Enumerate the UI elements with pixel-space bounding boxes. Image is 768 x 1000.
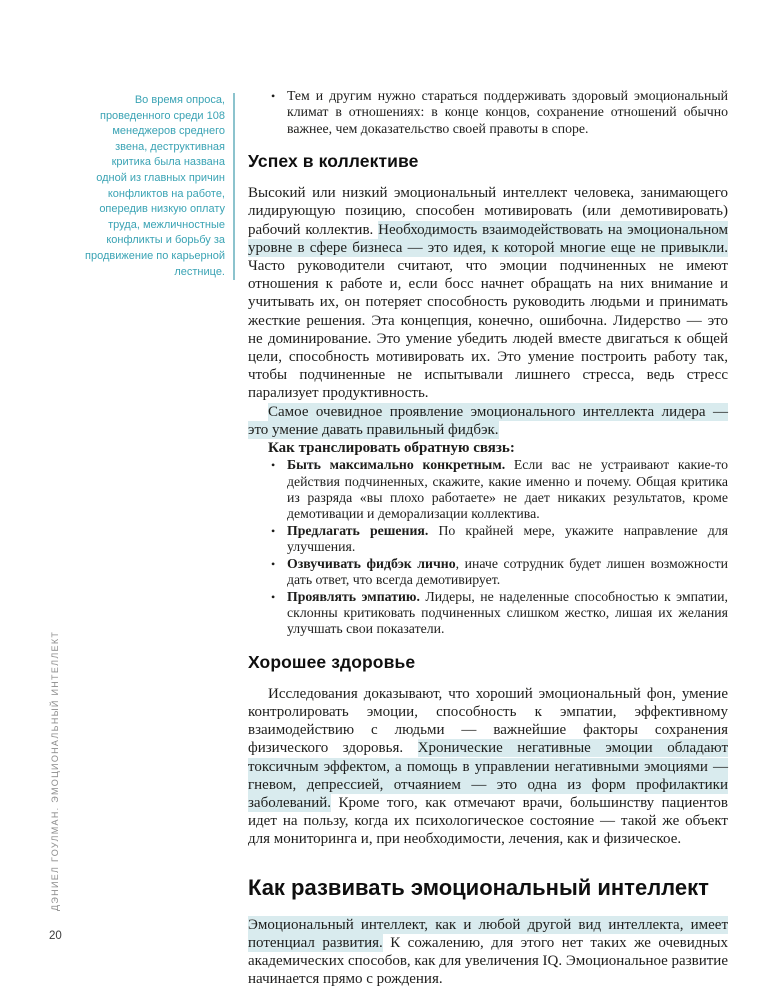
spine-title: ДЭНИЕЛ ГОУЛМАН. ЭМОЦИОНАЛЬНЫЙ ИНТЕЛЛЕКТ xyxy=(50,630,60,911)
main-text-column xyxy=(248,88,728,988)
feedback-list-title: Как транслировать обратную связь: xyxy=(268,440,515,457)
page-number: 20 xyxy=(49,930,62,942)
list-item: • Предлагать решения. По крайней мере, укажите направление для улучшения. xyxy=(248,523,728,556)
chapter-heading-develop-ei: Как развивать эмоциональный интеллект xyxy=(248,874,709,900)
feedback-bullet-list xyxy=(248,457,728,637)
intro-bullet-list xyxy=(248,88,728,137)
section-heading-team-success: Успех в коллективе xyxy=(248,151,419,172)
list-item: • Озвучивать фидбэк лично, иначе сотрудник будет лишен возможности дать ответ, что всегда демотивирует. xyxy=(248,556,728,589)
list-item: • Тем и другим нужно стараться поддерживать здоровый эмоциональный климат в отношениях: в конце концов, сохранение отношений обычно важнее, чем доказательство своей правоты в споре. xyxy=(248,88,728,137)
section-heading-good-health: Хорошее здоровье xyxy=(248,651,416,672)
paragraph: Эмоциональный интеллект, как и любой другой вид интеллекта, имеет потенциал развития. К сожалению, для этого нет таких же очевидных академических способов, как для увеличения IQ. Эмоциональное развитие начинается прямо с рождения. xyxy=(248,916,729,988)
paragraph: Исследования доказывают, что хороший эмоциональный фон, умение контролировать эмоции, способность к эмпатии, эффективному взаимодействию с людьми — важнейшие факторы сохранения физического здоровья. Хронические негативные эмоции обладают токсичным эффектом, а помощь в управлении негативными эмоциями — гневом, депрессией, отчаянием — это одна из форм профилактики заболеваний. Кроме того, как отмечают врачи, большинству пациентов идет на пользу, когда их психологическое состояние — такой же объект для мониторинга и, при необходимости, лечения, как и физическое. xyxy=(248,685,728,848)
list-item: • Быть максимально конкретным. Если вас не устраивают какие-то действия подчиненных, скажите, какие именно и почему. Общая критика из разряда «вы плохо работаете» не дает никаких результатов, кроме демотивации и деморализации коллектива. xyxy=(248,457,728,523)
margin-note: Во время опроса, проведенного среди 108 менеджеров среднего звена, деструктивная критика была названа одной из главных причин конфликтов на работе, опередив низкую оплату труда, межличностные конфликты и борьбу за продвижение по карьерной лестнице. xyxy=(82,93,235,280)
paragraph: Самое очевидное проявление эмоционального интеллекта лидера — это умение давать правильный фидбэк. xyxy=(248,403,728,438)
list-item: • Проявлять эмпатию. Лидеры, не наделенные способностью к эмпатии, склонны критиковать подчиненных слишком жестко, лишая их желания улучшать свои показатели. xyxy=(248,589,728,638)
paragraph: Высокий или низкий эмоциональный интеллект человека, занимающего лидирующую позицию, способен мотивировать (или демотивировать) рабочий коллектив. Необходимость взаимодействовать на эмоциональном уровне в сфере бизнеса — это идея, к которой многие еще не привыкли. Часто руководители считают, что эмоции подчиненных не имеют отношения к работе и, если босс начнет обращать на них внимание и учитывать их, он потеряет способность руководить людьми и принимать жесткие решения. Эта концепция, конечно, ошибочна. Лидерство — это не доминирование. Это умение убедить людей вместе двигаться к общей цели, способность мотивировать их. Это умение построить работу так, чтобы подчиненные не испытывали лишнего стресса, ведь стресс парализует продуктивность. xyxy=(248,185,728,402)
